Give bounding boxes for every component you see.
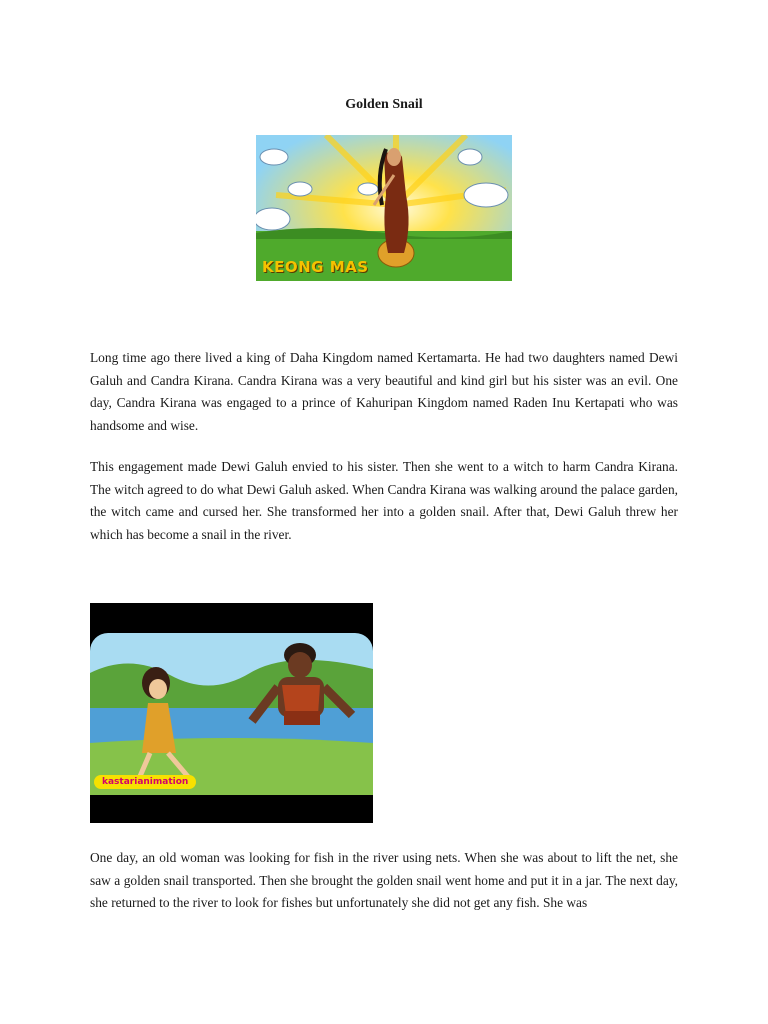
river-scene-illustration (90, 603, 373, 823)
river-scene-picture (90, 603, 373, 823)
paragraph-1: Long time ago there lived a king of Daha Kingdom named Kertamarta. He had two daughters named Dewi Galuh and Candra Kirana. Candra Kirana was a very beautiful and kind girl but his sister was an evil. One day, Candra Kirana was engaged to a prince of Kahuripan Kingdom named Raden Inu Kertapati who was handsome and wise. (90, 350, 678, 433)
paragraph-3: One day, an old woman was looking for fish in the river using nets. When she was about to lift the net, she saw a golden snail transported. Then she brought the golden snail went home and put it in a jar. The next day, she returned to the river to look for fishes but unfortunately she did not get any fish. She was (90, 850, 678, 910)
keong-mas-caption: KEONG MAS (262, 258, 369, 276)
keong-mas-illustration (256, 135, 512, 281)
kastari-animation-logo: kastarianimation (94, 775, 196, 789)
document-title: Golden Snail (345, 97, 423, 112)
paragraph-2: This engagement made Dewi Galuh envied to his sister. Then she went to a witch to harm Candra Kirana. The witch agreed to do what Dewi Galuh asked. When Candra Kirana was walking around the palace garden, the witch came and cursed her. She transformed her into a golden snail. After that, Dewi Galuh threw her which has become a snail in the river. (90, 459, 678, 542)
